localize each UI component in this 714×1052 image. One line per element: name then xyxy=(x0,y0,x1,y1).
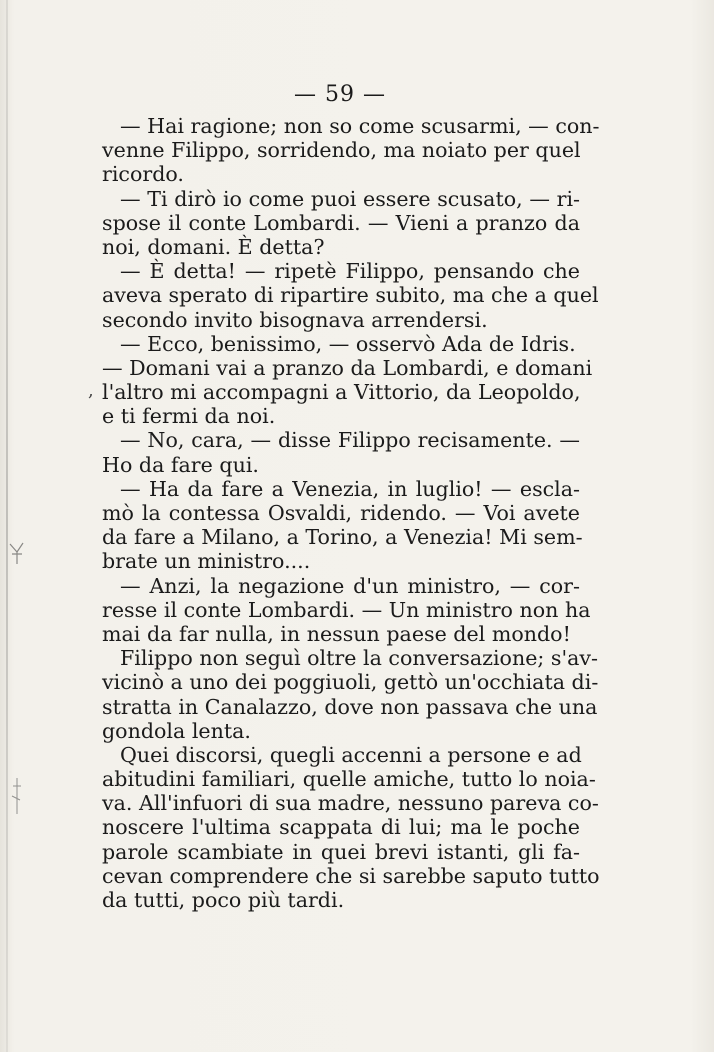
text-line: brate un ministro.... xyxy=(102,549,311,574)
margin-ink-speck: , xyxy=(88,380,94,401)
text-line: stratta in Canalazzo, dove non passava che una xyxy=(102,694,598,719)
margin-ink-mark xyxy=(8,776,26,816)
text-line: — Ecco, benissimo, — osservò Ada de Idris. xyxy=(120,331,576,356)
text-line: abitudini familiari, quelle amiche, tutto lo noia- xyxy=(102,767,596,792)
text-line: — Domani vai a pranzo da Lombardi, e domani xyxy=(102,355,593,380)
body-text xyxy=(102,114,600,912)
text-line: — È detta! — ripetè Filippo, pensando che xyxy=(120,259,580,284)
text-line: e ti fermi da noi. xyxy=(102,404,276,429)
text-line: — Ha da fare a Venezia, in luglio! — escla- xyxy=(120,476,580,501)
text-line: mai da far nulla, in nessun paese del mondo! xyxy=(102,621,571,646)
text-line: noi, domani. È detta? xyxy=(102,234,325,259)
margin-ink-mark xyxy=(8,540,26,566)
text-line: resse il conte Lombardi. — Un ministro non ha xyxy=(102,597,591,622)
text-line: ricordo. xyxy=(102,162,184,187)
text-line: va. All'infuori di sua madre, nessuno pareva co- xyxy=(102,791,599,816)
text-line: secondo invito bisognava arrendersi. xyxy=(102,307,488,332)
text-line: mò la contessa Osvaldi, ridendo. — Voi avete xyxy=(102,501,580,525)
text-line: noscere l'ultima scappata di lui; ma le poche xyxy=(102,815,580,840)
text-line: — Hai ragione; non so come scusarmi, — con- xyxy=(120,114,600,138)
text-line: gondola lenta. xyxy=(102,718,251,743)
text-line: da tutti, poco più tardi. xyxy=(102,888,345,912)
text-line: Filippo non seguì oltre la conversazione; s'av- xyxy=(120,646,598,671)
text-line: Quei discorsi, quegli accenni a persone e ad xyxy=(120,742,582,767)
text-line: — Ti dirò io come puoi essere scusato, — ri- xyxy=(120,186,580,211)
text-line: vicinò a uno dei poggiuoli, gettò un'occhiata di- xyxy=(102,670,599,695)
binding-edge xyxy=(6,0,8,1052)
text-line: cevan comprendere che si sarebbe saputo tutto xyxy=(102,863,600,888)
text-line: venne Filippo, sorridendo, ma noiato per quel xyxy=(102,138,581,163)
text-line: — Anzi, la negazione d'un ministro, — cor- xyxy=(120,573,580,598)
text-line: l'altro mi accompagni a Vittorio, da Leopoldo, xyxy=(102,380,581,405)
text-line: aveva sperato di ripartire subito, ma che a quel xyxy=(102,283,599,308)
text-line: Ho da fare qui. xyxy=(102,452,259,477)
text-line: parole scambiate in quei brevi istanti, gli fa- xyxy=(102,839,580,864)
page-number: — 59 — xyxy=(294,82,386,107)
text-line: spose il conte Lombardi. — Vieni a pranzo da xyxy=(102,210,580,235)
text-line: — No, cara, — disse Filippo recisamente. — xyxy=(120,428,580,453)
text-line: da fare a Milano, a Torino, a Venezia! Mi sem- xyxy=(102,525,583,550)
